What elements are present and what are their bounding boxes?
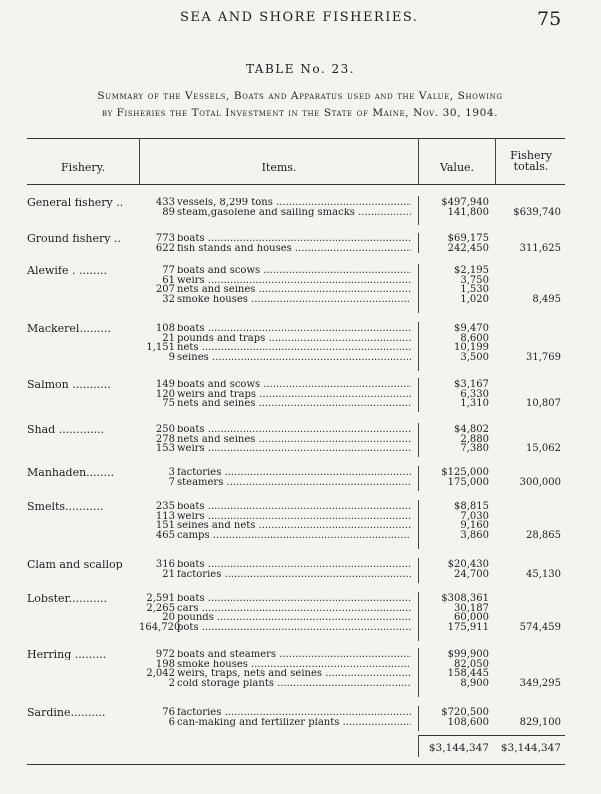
- item-value: 30,187: [454, 602, 489, 614]
- item-description: weirs and traps .....: [177, 390, 411, 400]
- fishery-name: Salmon ...........: [27, 380, 111, 390]
- item-description: factories .....: [177, 468, 411, 478]
- item-count: 7: [168, 476, 175, 488]
- item-value: $9,470: [454, 323, 489, 334]
- item-count: 3: [168, 467, 175, 478]
- item-count: 972: [155, 649, 175, 660]
- table-row: [27, 478, 565, 488]
- col-header-fishery: Fishery.: [61, 161, 105, 174]
- item-value: $99,900: [447, 649, 489, 660]
- item-count: 89: [162, 206, 175, 218]
- item-count: 120: [155, 388, 175, 400]
- item-description: seines .....: [177, 353, 411, 363]
- running-title: SEA AND SHORE FISHERIES.: [180, 10, 419, 25]
- item-description: vessels, 8,299 tons .....: [177, 198, 411, 208]
- item-description: weirs .....: [177, 512, 411, 522]
- item-value: 3,500: [460, 351, 489, 363]
- fishery-total: 8,495: [532, 293, 561, 305]
- table-row: [27, 399, 565, 409]
- item-count: 773: [155, 233, 175, 244]
- item-description: boats .....: [177, 502, 411, 512]
- fishery-group: [27, 708, 565, 727]
- item-count: 108: [155, 323, 175, 334]
- sum-rule: [418, 735, 565, 736]
- item-value: $497,940: [441, 197, 489, 208]
- item-value: $20,430: [447, 559, 489, 570]
- item-value: 24,700: [454, 568, 489, 580]
- item-count: 149: [155, 379, 175, 390]
- item-count: 32: [162, 293, 175, 305]
- table-row: [27, 444, 565, 454]
- item-count: 622: [155, 242, 175, 254]
- caption-line-1: Summary of the Vessels, Boats and Apparatus used and the Value, Showing: [97, 90, 503, 102]
- item-value: 8,900: [460, 677, 489, 689]
- item-count: 2: [168, 677, 175, 689]
- fishery-group: [27, 266, 565, 304]
- fishery-name: Manhaden........: [27, 468, 115, 478]
- col-header-items: Items.: [261, 161, 297, 174]
- running-head: [0, 8, 601, 28]
- fishery-total: 300,000: [519, 476, 561, 488]
- item-description: weirs .....: [177, 444, 411, 454]
- fishery-group: [27, 425, 565, 454]
- item-value: 108,600: [447, 716, 489, 728]
- item-description: boats .....: [177, 560, 411, 570]
- table-row: [27, 623, 565, 633]
- item-description: steamers .....: [177, 478, 411, 488]
- fishery-total: 15,062: [526, 443, 561, 455]
- item-value: $8,815: [454, 501, 489, 512]
- item-description: cold storage plants .....: [177, 679, 411, 689]
- table-row: [27, 570, 565, 580]
- fishery-name: Clam and scallop: [27, 560, 123, 570]
- item-description: boats .....: [177, 425, 411, 435]
- fishery-group: [27, 198, 565, 217]
- item-count: 76: [162, 707, 175, 718]
- item-count: 465: [155, 529, 175, 541]
- item-description: camps .....: [177, 531, 411, 541]
- item-description: cars .....: [177, 604, 411, 614]
- item-count: 1,151: [146, 342, 175, 354]
- table-caption: [22, 88, 578, 122]
- item-count: 207: [155, 284, 175, 296]
- fishery-group: [27, 560, 565, 579]
- item-count: 75: [162, 398, 175, 410]
- table-row: [27, 531, 565, 541]
- fishery-total: 31,769: [526, 351, 561, 363]
- item-count: 2,042: [146, 668, 175, 680]
- item-description: nets and seines .....: [177, 399, 411, 409]
- item-count: 278: [155, 433, 175, 445]
- item-count: 21: [162, 568, 175, 580]
- item-description: pots .....: [177, 623, 411, 633]
- item-value: 10,199: [454, 342, 489, 354]
- item-value: 60,000: [454, 612, 489, 624]
- fishery-name: Sardine..........: [27, 708, 106, 718]
- item-count: 151: [155, 520, 175, 532]
- fishery-name: General fishery ..: [27, 198, 124, 208]
- fishery-group: [27, 380, 565, 409]
- table-row: [27, 295, 565, 305]
- fishery-total: 574,459: [519, 621, 561, 633]
- item-count: 2,591: [146, 593, 175, 604]
- item-description: boats and steamers .....: [177, 650, 411, 660]
- item-value: 1,530: [460, 284, 489, 296]
- item-description: pounds .....: [177, 613, 411, 623]
- item-count: 164,720: [139, 621, 181, 633]
- item-count: 433: [155, 197, 175, 208]
- item-description: boats .....: [177, 234, 411, 244]
- fishery-group: [27, 324, 565, 362]
- item-description: steam,gasolene and sailing smacks .....: [177, 208, 411, 218]
- fishery-name: Alewife . ........: [27, 266, 107, 276]
- item-description: factories .....: [177, 708, 411, 718]
- table-row: [27, 679, 565, 689]
- item-value: 2,880: [460, 433, 489, 445]
- item-description: smoke houses .....: [177, 660, 411, 670]
- item-count: 250: [155, 424, 175, 435]
- item-value: 1,310: [460, 398, 489, 410]
- item-value: 82,050: [454, 658, 489, 670]
- item-value: 242,450: [447, 242, 489, 254]
- item-description: can-making and fertilizer plants .....: [177, 718, 411, 728]
- fishery-total: 10,807: [526, 398, 561, 410]
- fishery-total: 311,625: [519, 242, 561, 254]
- caption-line-2: by Fisheries the Total Investment in the State of Maine, Nov. 30, 1904.: [101, 107, 499, 119]
- item-count: 6: [168, 716, 175, 728]
- item-description: seines and nets .....: [177, 521, 411, 531]
- item-value: $4,802: [454, 424, 489, 435]
- fishery-total: 28,865: [526, 529, 561, 541]
- fishery-total: 45,130: [526, 568, 561, 580]
- page-number: 75: [537, 8, 562, 30]
- item-value: $125,000: [441, 467, 489, 478]
- table-row: [27, 718, 565, 728]
- item-value: 175,000: [447, 476, 489, 488]
- fishery-name: Ground fishery ..: [27, 234, 121, 244]
- item-value: 3,860: [460, 529, 489, 541]
- fishery-group: [27, 502, 565, 540]
- fishery-total: $639,740: [513, 206, 561, 218]
- item-value: $2,195: [454, 265, 489, 276]
- item-count: 316: [155, 559, 175, 570]
- fishery-total: 829,100: [519, 716, 561, 728]
- table-number: TABLE No. 23.: [245, 62, 356, 76]
- col-header-value: Value.: [439, 161, 475, 174]
- item-value: 158,445: [447, 668, 489, 680]
- col-header-totals-line-1: Fishery: [510, 149, 552, 162]
- item-description: boats .....: [177, 594, 411, 604]
- item-description: pounds and traps .....: [177, 334, 411, 344]
- item-value: $720,500: [441, 707, 489, 718]
- fishery-name: Herring .........: [27, 650, 107, 660]
- fishery-group: [27, 468, 565, 487]
- item-description: smoke houses .....: [177, 295, 411, 305]
- col-header-totals: [496, 150, 566, 172]
- fishery-group: [27, 594, 565, 632]
- item-count: 61: [162, 274, 175, 286]
- item-value: 8,600: [460, 332, 489, 344]
- table-row: [27, 244, 565, 254]
- item-value: 175,911: [447, 621, 489, 633]
- header-divider-2: [418, 138, 419, 184]
- item-description: nets .....: [177, 343, 411, 353]
- item-value: $308,361: [441, 593, 489, 604]
- item-value: 141,800: [447, 206, 489, 218]
- item-count: 9: [168, 351, 175, 363]
- item-description: boats .....: [177, 324, 411, 334]
- item-description: boats and scows .....: [177, 380, 411, 390]
- item-count: 77: [162, 265, 175, 276]
- fishery-name: Lobster...........: [27, 594, 108, 604]
- item-count: 113: [155, 510, 175, 522]
- item-description: weirs .....: [177, 276, 411, 286]
- fishery-group: [27, 234, 565, 253]
- item-description: boats and scows .....: [177, 266, 411, 276]
- item-value: $3,167: [454, 379, 489, 390]
- table-row: [27, 208, 565, 218]
- fishery-group: [27, 650, 565, 688]
- item-value: 6,330: [460, 388, 489, 400]
- item-count: 21: [162, 332, 175, 344]
- header-divider-1: [139, 138, 140, 184]
- item-value: 7,030: [460, 510, 489, 522]
- item-description: factories .....: [177, 570, 411, 580]
- item-description: weirs, traps, nets and seines .....: [177, 669, 411, 679]
- item-value: 1,020: [460, 293, 489, 305]
- fishery-name: Shad .............: [27, 425, 105, 435]
- item-count: 2,265: [146, 602, 175, 614]
- item-description: nets and seines .....: [177, 285, 411, 295]
- fishery-name: Mackerel.........: [27, 324, 111, 334]
- item-count: 20: [162, 612, 175, 624]
- fishery-total: 349,295: [519, 677, 561, 689]
- table-row: [27, 353, 565, 363]
- table-top-rule: [27, 138, 565, 139]
- item-description: nets and seines .....: [177, 435, 411, 445]
- table-bottom-rule: [27, 764, 565, 765]
- item-value: 7,380: [460, 443, 489, 455]
- item-count: 153: [155, 443, 175, 455]
- grand-total-value: $3,144,347: [428, 742, 489, 754]
- grand-total-fishery: $3,144,347: [500, 742, 561, 754]
- item-count: 198: [155, 658, 175, 670]
- item-value: $69,175: [447, 233, 489, 244]
- col-header-totals-line-2: totals.: [513, 160, 549, 173]
- item-value: 9,160: [460, 520, 489, 532]
- grand-total-divider: [418, 735, 419, 757]
- item-description: fish stands and houses .....: [177, 244, 411, 254]
- header-bottom-rule: [27, 184, 565, 185]
- item-value: 3,750: [460, 274, 489, 286]
- item-count: 235: [155, 501, 175, 512]
- fishery-name: Smelts...........: [27, 502, 104, 512]
